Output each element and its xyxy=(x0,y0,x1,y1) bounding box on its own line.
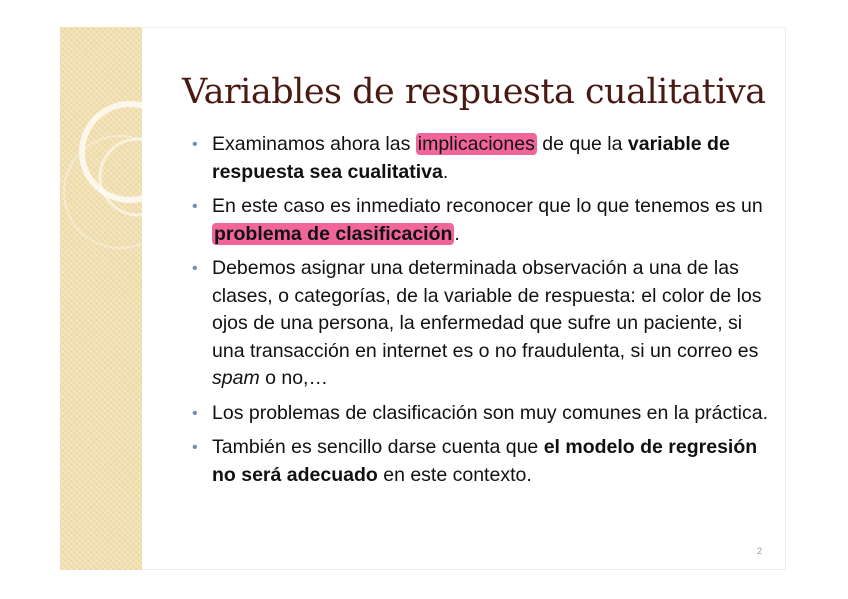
page-number: 2 xyxy=(757,546,763,556)
highlighted-term: implicaciones xyxy=(417,133,535,155)
bullet-marker-icon: • xyxy=(192,260,198,277)
bullet-text: . xyxy=(442,160,449,183)
bullet-item xyxy=(190,400,780,428)
bullet-list xyxy=(190,131,780,496)
bullet-marker-icon: • xyxy=(192,198,198,215)
bullet-text: o no,… xyxy=(259,367,328,389)
bullet-text: En este caso es inmediato reconocer que lo que tenemos es un xyxy=(212,195,763,217)
decorative-rings-graphic xyxy=(60,27,142,570)
bullet-marker-icon: • xyxy=(192,136,198,153)
bullet-text: en este contexto. xyxy=(377,463,532,486)
bullet-item xyxy=(190,193,780,248)
bullet-item xyxy=(190,434,780,489)
bullet-text: También es sencillo darse cuenta que xyxy=(212,436,544,458)
italic-term: spam xyxy=(212,367,260,389)
bullet-item xyxy=(190,131,780,186)
bullet-text: de que la xyxy=(536,133,628,155)
bullet-item xyxy=(190,255,780,393)
bullet-marker-icon: • xyxy=(192,439,198,456)
highlighted-bold-term: problema de clasificación xyxy=(214,222,453,245)
bold-term: variable de respuesta sea cualitativa xyxy=(212,133,730,183)
bold-term: el modelo de regresión no será adecuado xyxy=(212,436,758,486)
bullet-text: Examinamos ahora las xyxy=(212,133,416,155)
slide-title: Variables de respuesta cualitativa xyxy=(182,72,766,112)
bullet-text: Debemos asignar una determinada observación a una de las clases, o categorías, de la variable de respuesta: el color de los ojos de una persona, la enfermedad que sufre un paciente, si una transacción en internet es o no fraudulenta, si un correo es xyxy=(212,257,762,362)
bullet-marker-icon: • xyxy=(192,404,198,422)
bullet-text: Los problemas de clasificación son muy comunes en la práctica. xyxy=(212,401,769,424)
bullet-text: . xyxy=(454,222,460,245)
decorative-side-band xyxy=(60,27,142,570)
